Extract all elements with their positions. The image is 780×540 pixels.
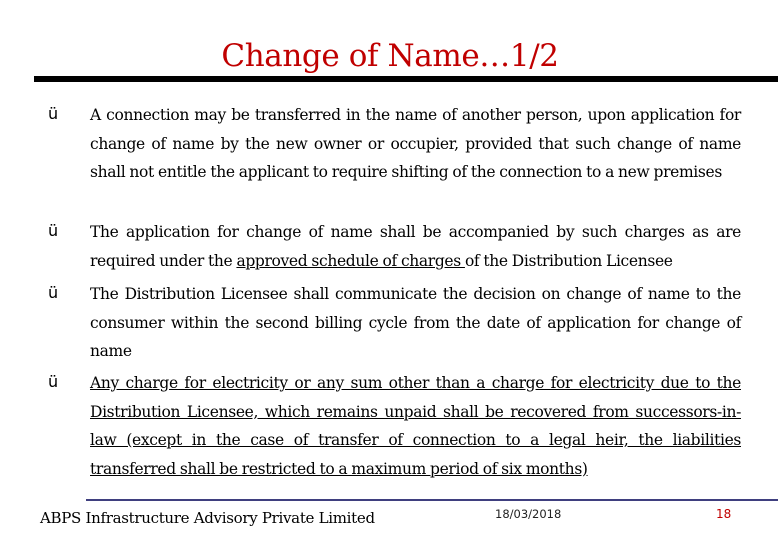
bullet-item (90, 218, 741, 275)
footer-organization: ABPS Infrastructure Advisory Private Limited (40, 509, 375, 527)
bullet-item: Any charge for electricity or any sum other than a charge for electricity due to the Distribution Licensee, which remains unpaid shall be recovered from successors-in-law (except in the case of transfer of connection to a legal heir, the liabilities transferred shall be restricted to a maximum period of six months) (90, 374, 741, 478)
schedule-of-charges-link[interactable]: approved schedule of charges (236, 251, 465, 270)
footer-divider (86, 499, 778, 501)
title-underline-bar (34, 76, 778, 82)
bullet-text-part: of the Distribution Licensee (464, 251, 673, 270)
slide-title: Change of Name…1/2 (221, 38, 559, 74)
footer-date: 18/03/2018 (495, 507, 562, 521)
bullet-item: A connection may be transferred in the name of another person, upon application for change of name by the new owner or occupier, provided that such change of name shall not entitle the applicant to require shifting of the connection to a new premises (90, 106, 741, 181)
bullet-item: The Distribution Licensee shall communicate the decision on change of name to the consumer within the second billing cycle from the date of application for change of name (90, 285, 741, 360)
checkmark-icon: ü (48, 283, 59, 302)
checkmark-icon: ü (48, 372, 59, 391)
checkmark-icon: ü (48, 104, 59, 123)
checkmark-icon: ü (48, 221, 59, 240)
bullet-text-part: The application for change of name shall be accompanied by such charges as are required under the (90, 223, 741, 270)
page-number: 18 (716, 507, 732, 521)
